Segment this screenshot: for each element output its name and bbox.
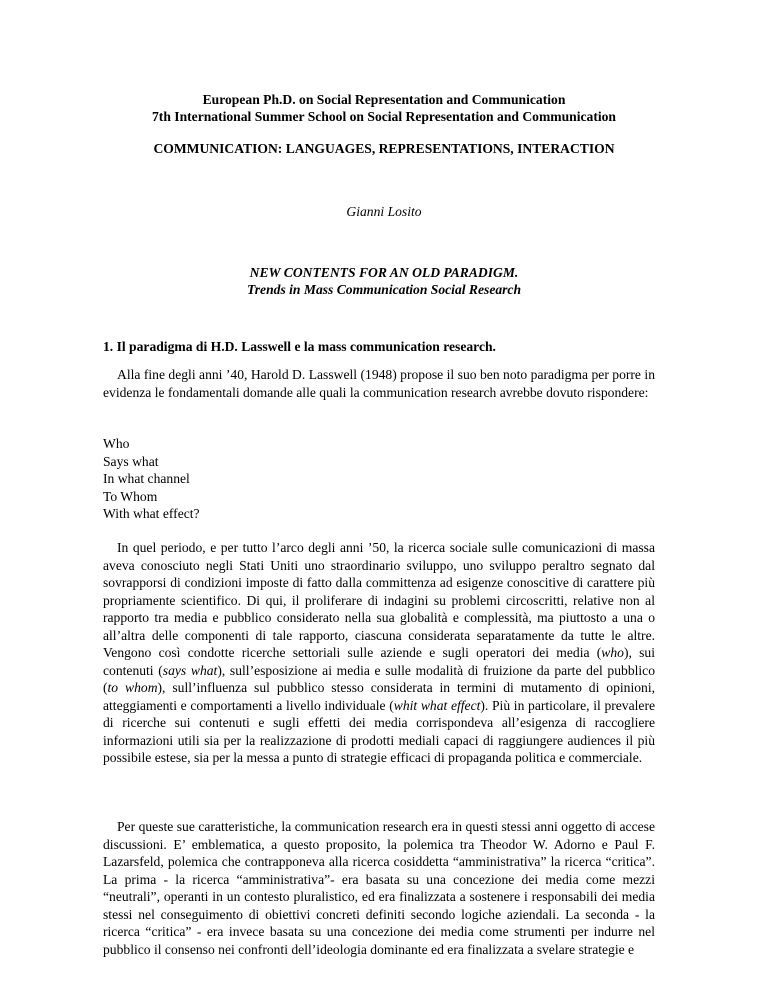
italic-term: to whom bbox=[107, 680, 158, 695]
paragraph-text: ), sull’esposizione ai media e sulle modalità di fruizione da parte del pubblico ( bbox=[103, 662, 656, 695]
italic-term: who bbox=[601, 645, 624, 660]
lasswell-questions-list bbox=[103, 435, 200, 523]
intro-paragraph: Alla fine degli anni ’40, Harold D. Lasswell (1948) propose il suo ben noto paradigma per porre in evidenza le fondamentali domande alle quali la communication research avrebbe dovuto rispondere: bbox=[103, 367, 655, 400]
list-item: In what channel bbox=[103, 471, 190, 486]
body-paragraph-2 bbox=[103, 539, 655, 767]
list-item: With what effect? bbox=[103, 506, 200, 521]
paragraph-text: ). Più in particolare, il prevalere di ricerche sui contenuti e sugli effetti dei media corrispondeva all’esigenza di raccogliere informazioni utili sia per la realizzazione di prodotti mediali capaci di raggiungere audiences il più possibile estese, sia per la messa a punto di strategie efficaci di propaganda politica e commerciale. bbox=[103, 697, 655, 765]
list-item: Who bbox=[103, 436, 130, 451]
paragraph-text: ), sull’influenza sul pubblico stesso considerata in termini di mutamento di opinioni, atteggiamenti e comportamenti a livello individuale ( bbox=[103, 680, 655, 713]
section-heading: 1. Il paradigma di H.D. Lasswell e la mass communication research. bbox=[103, 339, 496, 354]
paragraph-text: In quel periodo, e per tutto l’arco degli anni ’50, la ricerca sociale sulle comunicazioni di massa aveva conosciuto negli Stati Uniti uno straordinario sviluppo, uno sviluppo peraltro segnato dal sovrapporsi di condizioni imposte di fatto dalla committenza ad esigenze conoscitive di carattere più propriamente scientifico. Di qui, il proliferare di indagini su problemi circoscritti, relative non al rapporto tra media e pubblico considerato nella sua globalità e complessità, ma piuttosto a una o all’altra delle componenti di tale rapporto, ciascuna considerata separatamente da tutte le altre. Vengono così condotte ricerche settoriali sulle aziende e sugli operatori dei media ( bbox=[103, 540, 655, 660]
paragraph-text: ), sui contenuti ( bbox=[103, 645, 655, 678]
body-paragraph-3: Per queste sue caratteristiche, la communication research era in questi stessi anni oggetto di accese discussioni. E’ emblematica, a questo proposito, la polemica tra Theodor W. Adorno e Paul F. Lazarsfeld, polemica che contrapponeva alla ricerca cosiddetta “amministrativa” la ricerca “critica”. La prima - la ricerca “amministrativa”- era basata su una concezione dei media come mezzi “neutrali”, operanti in un contesto pluralistico, ed era finalizzata a sostenere i responsabili dei media stessi nel conseguimento di obiettivi concreti definiti secondo logiche aziendali. La seconda - la ricerca “critica” - era invece basata su una concezione dei media come strumenti per indurre nel pubblico il consenso nei confronti dell’ideologia dominante ed era finalizzata a svelare strategie e bbox=[103, 819, 655, 957]
italic-term: whit what effect bbox=[393, 697, 481, 713]
header-line-1: European Ph.D. on Social Representation and Communication bbox=[202, 92, 566, 107]
header-line-2: 7th International Summer School on Social Representation and Communication bbox=[152, 109, 616, 124]
list-item: Says what bbox=[103, 453, 159, 469]
header-line-3: COMMUNICATION: LANGUAGES, REPRESENTATIONS, INTERACTION bbox=[153, 141, 615, 156]
italic-term: says what bbox=[162, 662, 218, 678]
author-name: Gianni Losito bbox=[346, 204, 422, 219]
list-item: To Whom bbox=[103, 488, 158, 504]
paper-title: NEW CONTENTS FOR AN OLD PARADIGM. bbox=[249, 265, 519, 280]
paper-subtitle: Trends in Mass Communication Social Research bbox=[246, 282, 522, 297]
